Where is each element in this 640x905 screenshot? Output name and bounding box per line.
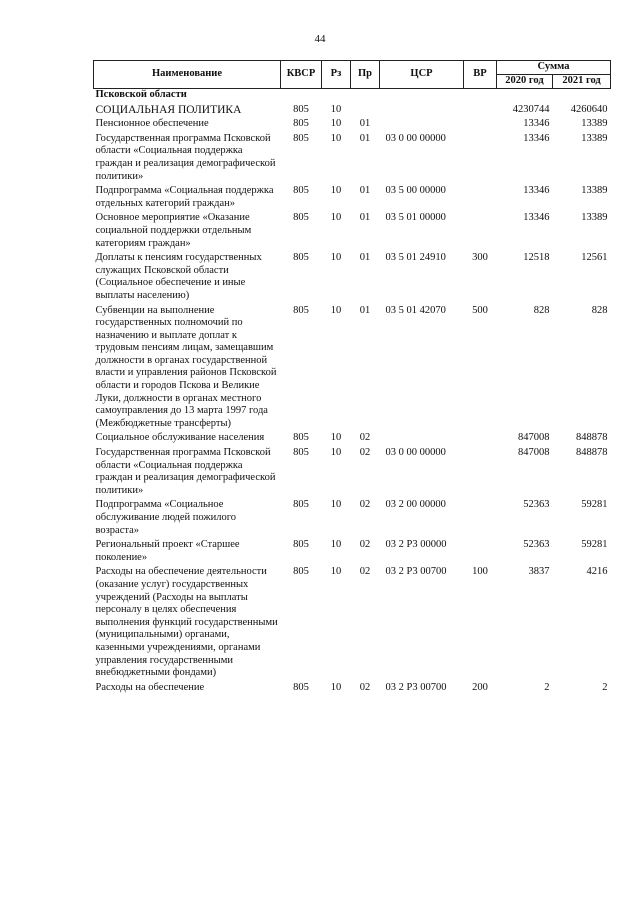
cell-name: Расходы на обеспечение деятельности (оказание услуг) государственных учреждений (Расходы на выплаты персоналу в целях обеспечения выполнения функций государственными (муниципальными) органами, казенными учреждениями, органами управления государственными внебюджетными фондами) bbox=[95, 566, 278, 679]
cell-csr: 03 0 00 00000 bbox=[385, 132, 446, 144]
cell-name: Основное мероприятие «Оказание социальной поддержки отдельным категориям граждан» bbox=[95, 212, 252, 249]
cell-name: Социальное обслуживание населения bbox=[95, 432, 265, 444]
cell-pr bbox=[351, 89, 380, 104]
cell-vr bbox=[464, 118, 497, 133]
cell-kvsr bbox=[281, 89, 322, 104]
cell-pr: 02 bbox=[359, 539, 371, 551]
cell-pr: 01 bbox=[359, 185, 371, 197]
cell-name: Государственная программа Псковской области «Социальная поддержка граждан и реализация демографической политики» bbox=[95, 447, 276, 496]
cell-2021: 4216 bbox=[586, 566, 608, 578]
cell-2020: 3837 bbox=[528, 566, 550, 578]
cell-2021: 848878 bbox=[576, 447, 608, 459]
cell-rz: 10 bbox=[330, 118, 342, 130]
header-csr: ЦСР bbox=[380, 61, 464, 89]
cell-csr: 03 5 00 00000 bbox=[385, 185, 446, 197]
table-row bbox=[94, 212, 611, 252]
table-row bbox=[94, 499, 611, 539]
cell-pr: 02 bbox=[359, 566, 371, 578]
cell-kvsr: 805 bbox=[293, 252, 309, 264]
table-row bbox=[94, 682, 611, 697]
cell-2021: 13389 bbox=[581, 118, 608, 130]
header-kvsr: КВСР bbox=[281, 61, 322, 89]
cell-pr: 02 bbox=[359, 432, 371, 444]
cell-rz: 10 bbox=[330, 252, 342, 264]
cell-pr: 02 bbox=[359, 681, 371, 693]
table-row bbox=[94, 104, 611, 119]
cell-kvsr: 805 bbox=[293, 566, 309, 578]
cell-name: Доплаты к пенсиям государственных служащих Псковской области (Социальное обеспечение и иные выплаты населению) bbox=[95, 252, 262, 301]
cell-kvsr: 805 bbox=[293, 539, 309, 551]
cell-2020: 13346 bbox=[523, 118, 550, 130]
cell-kvsr: 805 bbox=[293, 132, 309, 144]
table-row bbox=[94, 118, 611, 133]
cell-2020: 52363 bbox=[523, 499, 550, 511]
cell-pr bbox=[351, 104, 380, 119]
table-row bbox=[94, 447, 611, 499]
cell-2020: 828 bbox=[533, 304, 550, 316]
cell-csr: 03 5 01 00000 bbox=[385, 212, 446, 224]
cell-2021: 59281 bbox=[581, 539, 608, 551]
cell-2020: 52363 bbox=[523, 539, 550, 551]
cell-kvsr: 805 bbox=[293, 118, 309, 130]
cell-csr bbox=[380, 432, 464, 447]
cell-kvsr: 805 bbox=[293, 681, 309, 693]
cell-kvsr: 805 bbox=[293, 432, 309, 444]
cell-rz bbox=[322, 89, 351, 104]
header-year-2021: 2021 год bbox=[553, 75, 611, 89]
cell-2020: 13346 bbox=[523, 212, 550, 224]
cell-2021 bbox=[553, 89, 611, 104]
cell-2020: 13346 bbox=[523, 185, 550, 197]
cell-rz: 10 bbox=[330, 539, 342, 551]
cell-2020: 13346 bbox=[523, 132, 550, 144]
cell-csr: 03 0 00 00000 bbox=[385, 447, 446, 459]
cell-2021: 4260640 bbox=[570, 103, 608, 115]
cell-csr: 03 2 P3 00700 bbox=[385, 566, 447, 578]
cell-vr bbox=[464, 185, 497, 212]
cell-2021: 13389 bbox=[581, 185, 608, 197]
cell-rz: 10 bbox=[330, 432, 342, 444]
cell-vr bbox=[464, 539, 497, 566]
table-header bbox=[94, 61, 611, 89]
cell-rz: 10 bbox=[330, 681, 342, 693]
table-body bbox=[94, 89, 611, 697]
cell-2021: 59281 bbox=[581, 499, 608, 511]
table-row bbox=[94, 432, 611, 447]
cell-pr: 01 bbox=[359, 132, 371, 144]
cell-2020 bbox=[497, 89, 553, 104]
cell-pr: 01 bbox=[359, 118, 371, 130]
header-sum: Сумма bbox=[497, 61, 611, 75]
cell-vr bbox=[464, 447, 497, 499]
cell-vr: 100 bbox=[472, 566, 488, 578]
cell-rz: 10 bbox=[330, 185, 342, 197]
cell-csr: 03 5 01 42070 bbox=[385, 304, 446, 316]
table-row bbox=[94, 566, 611, 681]
cell-csr: 03 2 00 00000 bbox=[385, 499, 446, 511]
header-rz: Рз bbox=[322, 61, 351, 89]
cell-name: Субвенции на выполнение государственных полномочий по назначению и выплате доплат к трудовым пенсиям лицам, замещавшим должности в органах государственной власти и управления районов Псковской области и городов Пскова и Великие Луки, должности в органах местного самоуправления до 13 марта 1997 года (Межбюджетные трансферты) bbox=[95, 304, 277, 429]
table-row bbox=[94, 185, 611, 212]
table-row bbox=[94, 133, 611, 185]
table-row bbox=[94, 252, 611, 304]
cell-rz: 10 bbox=[330, 103, 342, 115]
cell-name: Расходы на обеспечение bbox=[95, 681, 205, 693]
cell-2021: 13389 bbox=[581, 212, 608, 224]
cell-kvsr: 805 bbox=[293, 103, 309, 115]
cell-csr bbox=[380, 118, 464, 133]
cell-pr: 01 bbox=[359, 212, 371, 224]
cell-pr: 02 bbox=[359, 499, 371, 511]
cell-name: Псковской области bbox=[95, 89, 187, 100]
cell-kvsr: 805 bbox=[293, 447, 309, 459]
cell-rz: 10 bbox=[330, 212, 342, 224]
cell-csr: 03 5 01 24910 bbox=[385, 252, 446, 264]
cell-rz: 10 bbox=[330, 304, 342, 316]
cell-2021: 828 bbox=[591, 304, 608, 316]
cell-vr bbox=[464, 89, 497, 104]
cell-csr: 03 2 P3 00700 bbox=[385, 681, 447, 693]
cell-vr bbox=[464, 499, 497, 539]
cell-name: Региональный проект «Старшее поколение» bbox=[95, 539, 240, 563]
cell-name: Подпрограмма «Социальная поддержка отдельных категорий граждан» bbox=[95, 185, 274, 209]
cell-2021: 2 bbox=[602, 681, 608, 693]
cell-pr: 02 bbox=[359, 447, 371, 459]
cell-2020: 847008 bbox=[518, 432, 550, 444]
header-year-2020: 2020 год bbox=[497, 75, 553, 89]
cell-name: СОЦИАЛЬНАЯ ПОЛИТИКА bbox=[95, 103, 242, 116]
cell-csr bbox=[380, 104, 464, 119]
cell-csr bbox=[380, 89, 464, 104]
cell-rz: 10 bbox=[330, 566, 342, 578]
cell-kvsr: 805 bbox=[293, 499, 309, 511]
cell-2021: 13389 bbox=[581, 132, 608, 144]
table-row bbox=[94, 89, 611, 104]
cell-vr bbox=[464, 104, 497, 119]
cell-name: Государственная программа Псковской области «Социальная поддержка граждан и реализация демографической политики» bbox=[95, 132, 276, 182]
cell-2020: 847008 bbox=[518, 447, 550, 459]
page-number: 44 bbox=[314, 33, 326, 45]
cell-2020: 4230744 bbox=[512, 103, 550, 115]
cell-kvsr: 805 bbox=[293, 185, 309, 197]
cell-pr: 01 bbox=[359, 252, 371, 264]
cell-2021: 12561 bbox=[581, 252, 608, 264]
header-name: Наименование bbox=[94, 61, 281, 89]
cell-rz: 10 bbox=[330, 447, 342, 459]
header-pr: Пр bbox=[351, 61, 380, 89]
cell-name: Подпрограмма «Социальное обслуживание людей пожилого возраста» bbox=[95, 499, 237, 536]
cell-2021: 848878 bbox=[576, 432, 608, 444]
cell-vr bbox=[464, 133, 497, 185]
cell-pr: 01 bbox=[359, 304, 371, 316]
cell-csr: 03 2 P3 00000 bbox=[385, 539, 447, 551]
cell-kvsr: 805 bbox=[293, 212, 309, 224]
header-vr: ВР bbox=[464, 61, 497, 89]
table-row bbox=[94, 305, 611, 433]
cell-2020: 12518 bbox=[523, 252, 550, 264]
cell-rz: 10 bbox=[330, 499, 342, 511]
table-row bbox=[94, 539, 611, 566]
cell-kvsr: 805 bbox=[293, 304, 309, 316]
cell-name: Пенсионное обеспечение bbox=[95, 118, 209, 130]
cell-vr bbox=[464, 212, 497, 252]
cell-vr: 500 bbox=[472, 304, 488, 316]
cell-vr bbox=[464, 432, 497, 447]
cell-vr: 300 bbox=[472, 252, 488, 264]
cell-2020: 2 bbox=[544, 681, 550, 693]
cell-rz: 10 bbox=[330, 132, 342, 144]
budget-table bbox=[93, 60, 611, 696]
cell-vr: 200 bbox=[472, 681, 488, 693]
